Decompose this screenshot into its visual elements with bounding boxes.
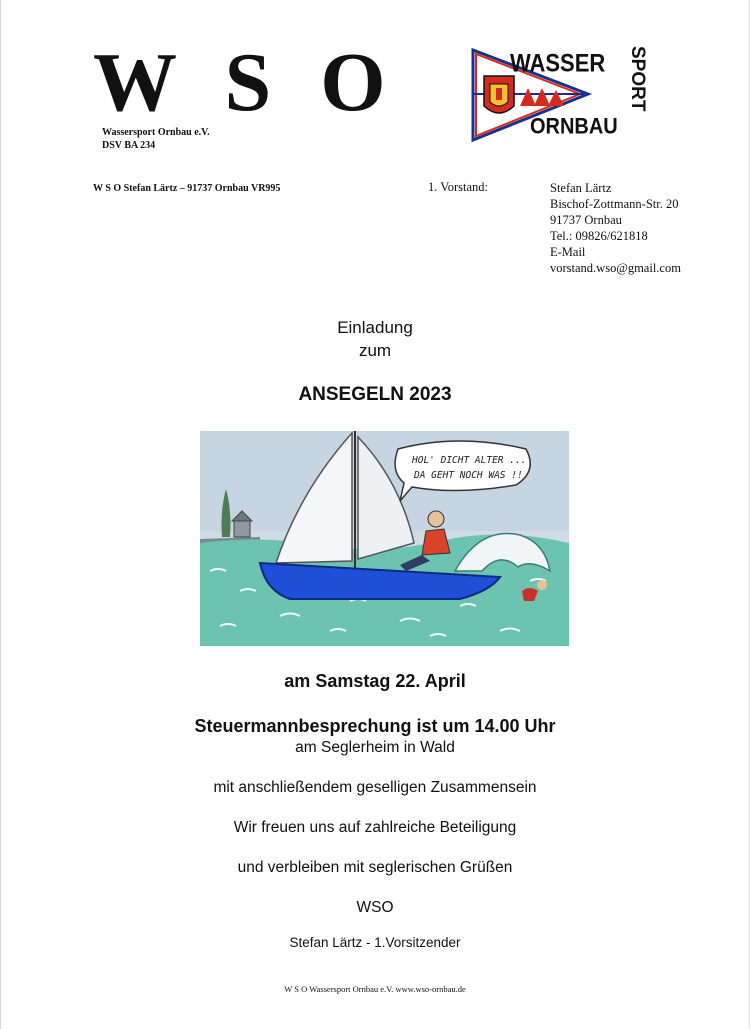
sender-name: WSO bbox=[356, 899, 394, 916]
invitation-line-2: zum bbox=[358, 341, 392, 360]
social-line: mit anschließendem geselligen Zusammensein bbox=[213, 779, 537, 796]
contact-city: 91737 Ornbau bbox=[550, 213, 622, 227]
speech-line-2: DA GEHT NOCH WAS !! bbox=[414, 470, 523, 481]
regards-line: und verbleiben mit seglerischen Grüßen bbox=[237, 859, 513, 876]
event-title: ANSEGELN 2023 bbox=[298, 384, 452, 405]
signature: Stefan Lärtz - 1.Vorsitzender bbox=[289, 935, 461, 950]
contact-email: vorstand.wso@gmail.com bbox=[550, 261, 681, 275]
contact-street: Bischof-Zottmann-Str. 20 bbox=[550, 197, 679, 211]
wassersport-ornbau-emblem bbox=[470, 44, 652, 142]
emblem-word-wasser: WASSER bbox=[510, 50, 606, 79]
emblem-word-ornbau: ORNBAU bbox=[530, 114, 618, 139]
event-place: am Seglerheim in Wald bbox=[295, 739, 455, 756]
invitation-heading bbox=[0, 316, 750, 362]
invitation-line-1: Einladung bbox=[337, 318, 413, 337]
footer-text: W S O Wassersport Ornbau e.V. www.wso-ornbau.de bbox=[284, 984, 466, 994]
contact-block bbox=[550, 180, 681, 276]
hope-line: Wir freuen uns auf zahlreiche Beteiligung bbox=[233, 819, 517, 836]
club-number: DSV BA 234 bbox=[102, 140, 156, 151]
club-name: Wassersport Ornbau e.V. bbox=[102, 127, 210, 138]
contact-phone: Tel.: 09826/621818 bbox=[550, 229, 648, 243]
vorstand-label: 1. Vorstand: bbox=[428, 180, 488, 194]
meeting-time: Steuermannbesprechung ist um 14.00 Uhr bbox=[194, 716, 556, 736]
wso-logo-text: W S O bbox=[93, 36, 400, 129]
contact-email-label: E-Mail bbox=[550, 245, 586, 259]
event-date: am Samstag 22. April bbox=[284, 671, 466, 691]
speech-line-1: HOL' DICHT ALTER ... bbox=[412, 455, 527, 466]
emblem-word-sport: SPORT bbox=[627, 46, 648, 112]
sailing-cartoon-image bbox=[200, 431, 569, 646]
sender-address-line: W S O Stefan Lärtz – 91737 Ornbau VR995 bbox=[93, 183, 281, 194]
contact-name: Stefan Lärtz bbox=[550, 181, 612, 195]
